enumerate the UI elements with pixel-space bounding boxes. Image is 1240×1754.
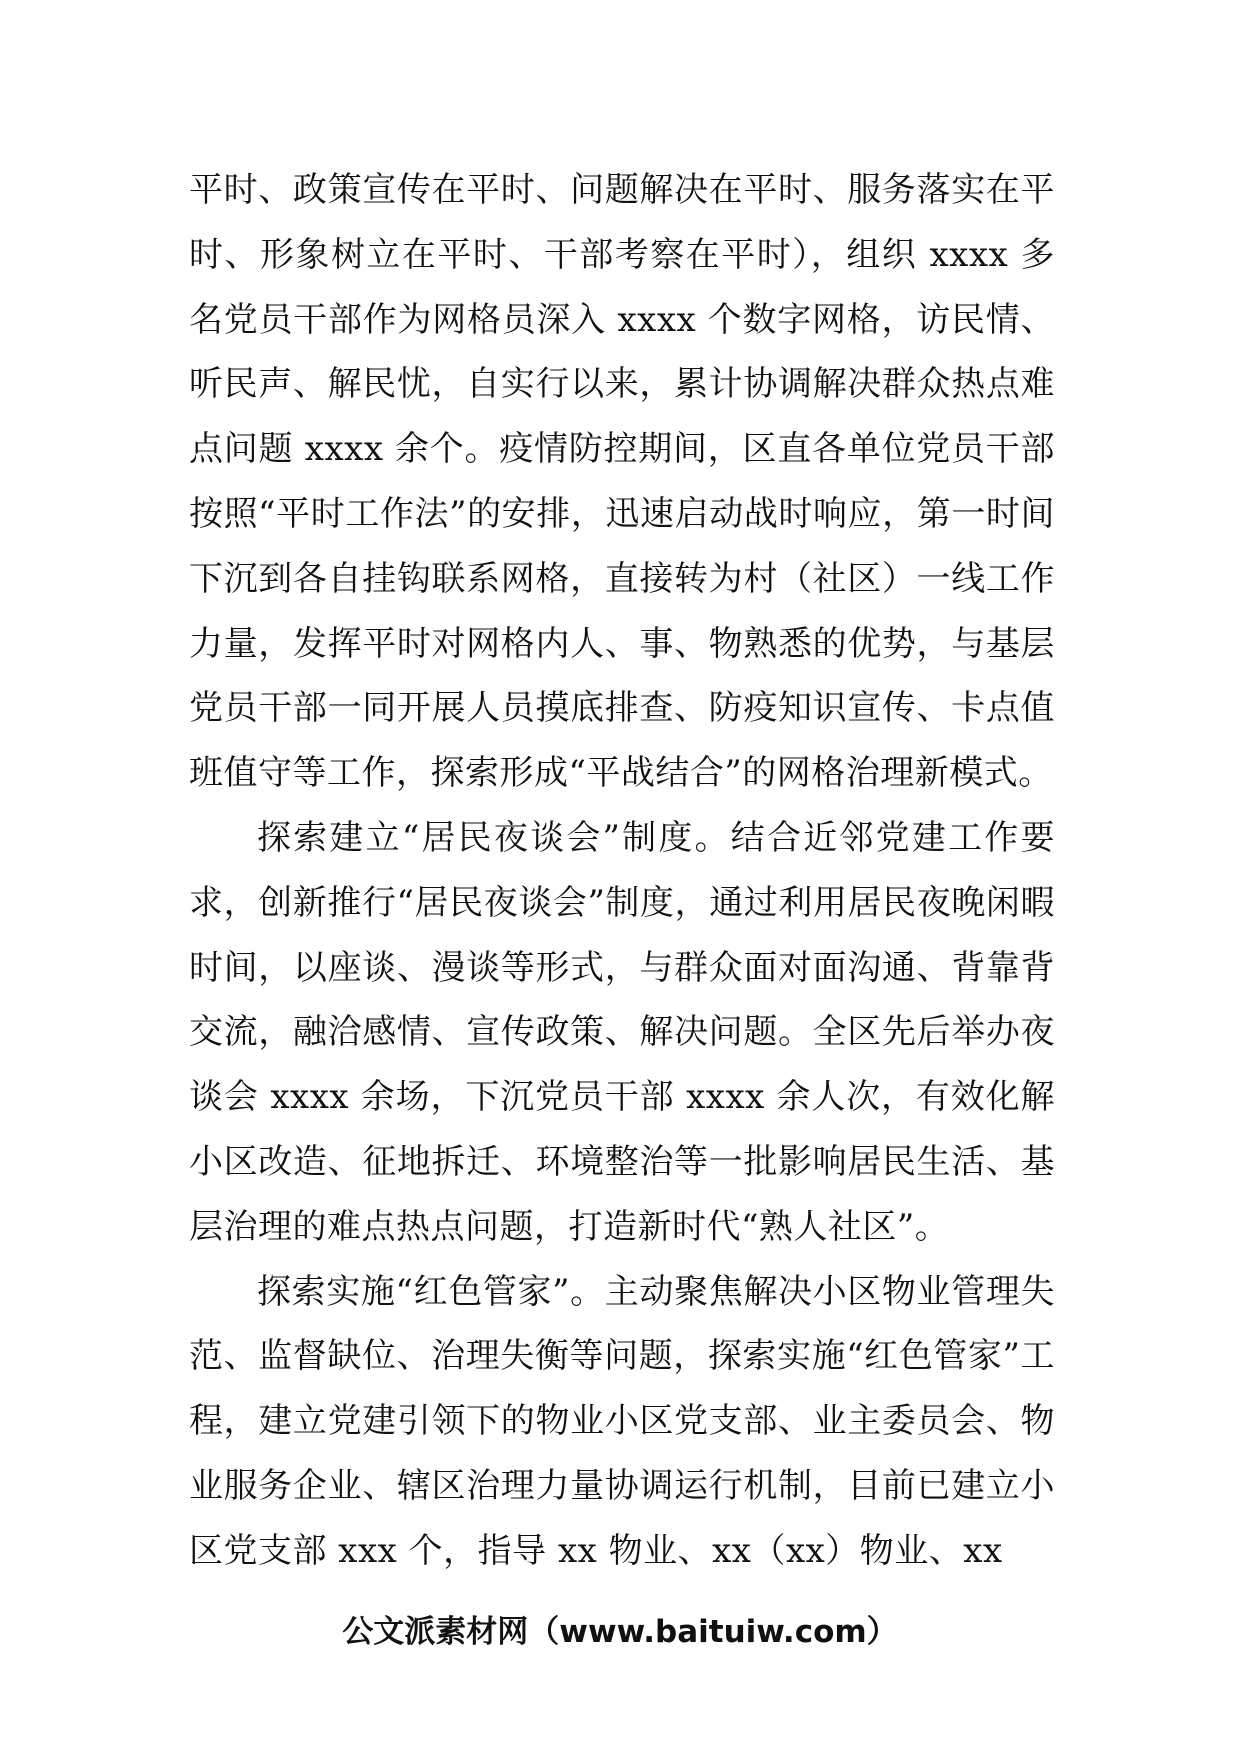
document-body bbox=[189, 158, 1055, 1584]
paragraph-continuation: 平时、政策宣传在平时、问题解决在平时、服务落实在平时、形象树立在平时、干部考察在平时），组织 xxxx 多名党员干部作为网格员深入 xxxx 个数字网格，访民情、听民声、解民忧，自实行以来，累计协调解决群众热点难点问题 xxxx 余个。疫情防控期间，区直各单位党员干部按照“平时工作法”的安排，迅速启动战时响应，第一时间下沉到各自挂钩联系网格，直接转为村（社区）一线工作力量，发挥平时对网格内人、事、物熟悉的优势，与基层党员干部一同开展人员摸底排查、防疫知识宣传、卡点值班值守等工作，探索形成“平战结合”的网格治理新模式。 bbox=[189, 170, 1055, 794]
paragraph-resident-night-talk: 探索建立“居民夜谈会”制度。结合近邻党建工作要求，创新推行“居民夜谈会”制度，通过利用居民夜晚闲暇时间，以座谈、漫谈等形式，与群众面对面沟通、背靠背交流，融洽感情、宣传政策、解决问题。全区先后举办夜谈会 xxxx 余场，下沉党员干部 xxxx 余人次，有效化解小区改造、征地拆迁、环境整治等一批影响居民生活、基层治理的难点热点问题，打造新时代“熟人社区”。 bbox=[189, 817, 1055, 1247]
footer-watermark: 公文派素材网（www.baituiw.com） bbox=[342, 1614, 898, 1650]
paragraph-red-steward: 探索实施“红色管家”。主动聚焦解决小区物业管理失范、监督缺位、治理失衡等问题，探索实施“红色管家”工程，建立党建引领下的物业小区党支部、业主委员会、物业服务企业、辖区治理力量协调运行机制，目前已建立小区党支部 xxx 个，指导 xx 物业、xx（xx）物业、xx bbox=[189, 1271, 1055, 1571]
